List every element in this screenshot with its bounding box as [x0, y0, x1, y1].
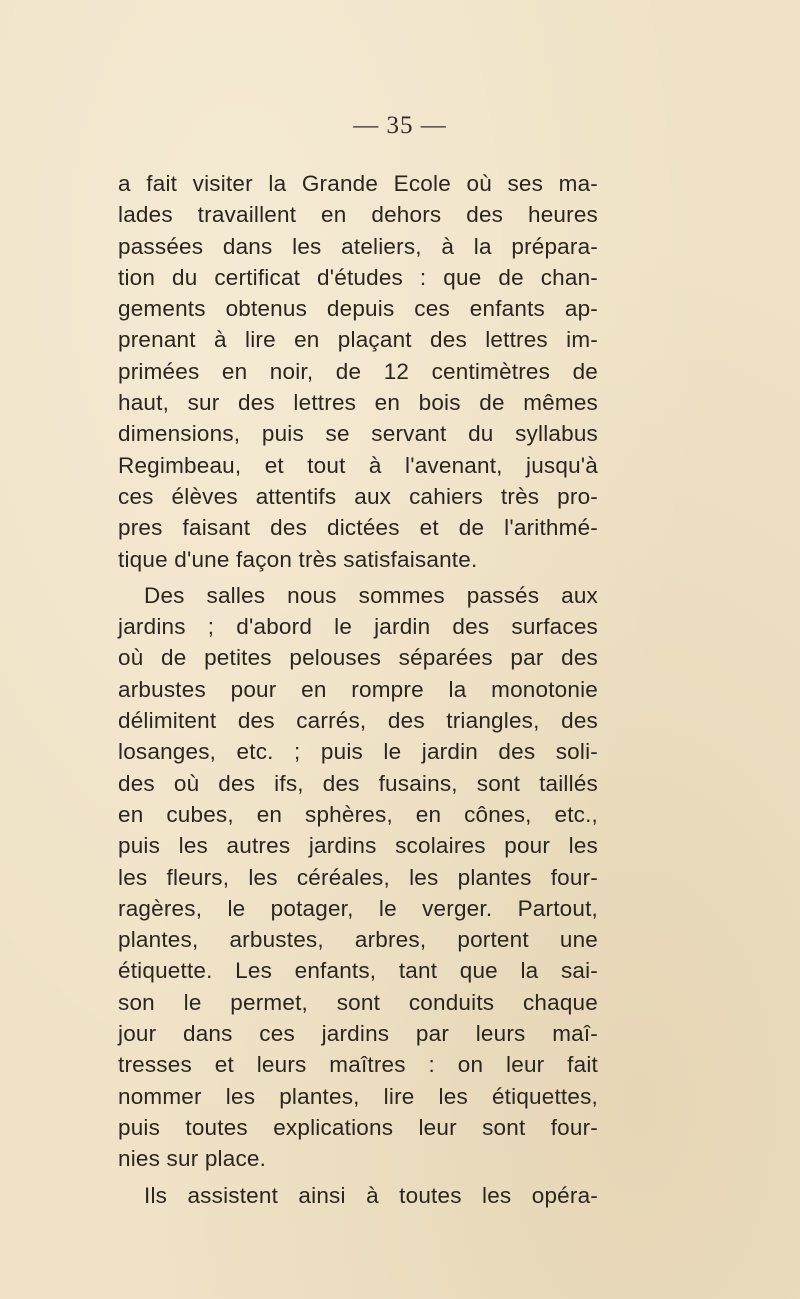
text-line: prenant à lire en plaçant des lettres im- [118, 327, 598, 353]
text-line: plantes, arbustes, arbres, portent une [118, 927, 598, 953]
text-line: tion du certificat d'études : que de chan- [118, 264, 598, 290]
text-line: tique d'une façon très satisfaisante. [118, 546, 478, 572]
text-line: des où des ifs, des fusains, sont taillés [118, 770, 598, 796]
text-line: nommer les plantes, lire les étiquettes, [118, 1083, 598, 1109]
paragraph-2 [118, 580, 598, 1175]
text-line: jour dans ces jardins par leurs maî- [118, 1021, 598, 1047]
paragraph-1 [118, 168, 598, 575]
text-line: les fleurs, les céréales, les plantes four- [118, 864, 598, 890]
text-line: gements obtenus depuis ces enfants ap- [118, 296, 598, 322]
text-line: puis toutes explications leur sont four- [118, 1114, 598, 1140]
body-text [118, 168, 598, 1211]
text-line: Des salles nous sommes passés aux [144, 582, 598, 608]
text-line: losanges, etc. ; puis le jardin des soli- [118, 739, 598, 765]
text-line: lades travaillent en dehors des heures [118, 202, 598, 228]
paragraph-3 [118, 1180, 598, 1211]
text-line: haut, sur des lettres en bois de mêmes [118, 390, 598, 416]
text-line: passées dans les ateliers, à la prépara- [118, 233, 598, 259]
text-line: tresses et leurs maîtres : on leur fait [118, 1052, 598, 1078]
text-line: arbustes pour en rompre la monotonie [118, 676, 598, 702]
text-line: son le permet, sont conduits chaque [118, 989, 598, 1015]
text-line: dimensions, puis se servant du syllabus [118, 421, 598, 447]
text-line: primées en noir, de 12 centimètres de [118, 358, 598, 384]
text-line: étiquette. Les enfants, tant que la sai- [118, 958, 598, 984]
text-line: ces élèves attentifs aux cahiers très pro- [118, 483, 598, 509]
text-line: Regimbeau, et tout à l'avenant, jusqu'à [118, 452, 598, 478]
text-line: où de petites pelouses séparées par des [118, 645, 598, 671]
text-line: pres faisant des dictées et de l'arithmé- [118, 515, 598, 541]
text-line: en cubes, en sphères, en cônes, etc., [118, 801, 598, 827]
text-line: puis les autres jardins scolaires pour les [118, 833, 598, 859]
text-line: délimitent des carrés, des triangles, des [118, 708, 598, 734]
text-line: a fait visiter la Grande Ecole où ses ma- [118, 171, 598, 196]
text-line: jardins ; d'abord le jardin des surfaces [118, 614, 598, 640]
text-line: nies sur place. [118, 1146, 267, 1172]
text-line: Ils assistent ainsi à toutes les opéra- [144, 1182, 598, 1208]
page-number: — 35 — [353, 112, 447, 139]
text-line: ragères, le potager, le verger. Partout, [118, 895, 598, 921]
